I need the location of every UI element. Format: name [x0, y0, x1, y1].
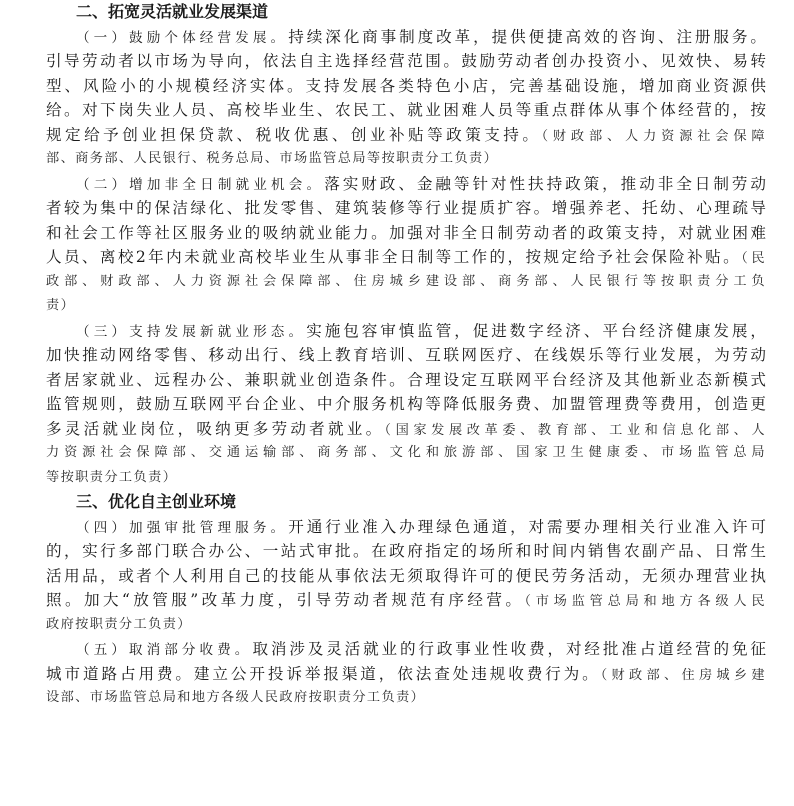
paragraph-text: 持续深化商事制度改革，提供便捷高效的咨询、注册服务。 — [288, 27, 766, 46]
paragraph-line — [46, 123, 766, 148]
responsibility-note: （财政部、住房城乡建 — [600, 667, 766, 683]
paragraph-line — [46, 25, 766, 50]
paragraph-line: 活用品，或者个人利用自己的技能从事依法无须取得许可的便民劳务活动，无须办理营业执 — [46, 566, 766, 585]
paragraph-text: 取消涉及灵活就业的行政事业性收费，对经批准占道经营的免征 — [252, 640, 766, 658]
responsibility-note: （财政部、人力资源社会保障 — [541, 128, 766, 144]
responsibility-note: 力资源社会保障部、交通运输部、商务部、文化和旅游部、国家卫生健康委、市场监管总局 — [46, 445, 766, 460]
paragraph-lead: （五）取消部分收费。 — [76, 642, 253, 658]
responsibility-note: 设部、市场监管总局和地方各级人民政府按职责分工负责） — [46, 690, 426, 705]
responsibility-note: 等按职责分工负责） — [46, 469, 178, 485]
paragraph-text: 落实财政、金融等针对性扶持政策，推动非全日制劳动 — [324, 174, 766, 193]
responsibility-note: 政府按职责分工负责） — [46, 616, 192, 632]
paragraph-line — [46, 588, 766, 613]
paragraph-line: 监管规则，鼓励互联网平台企业、中介服务机构等降低服务费、加盟管理费等费用，创造更 — [46, 395, 766, 413]
paragraph-line: 者居家就业、远程办公、兼职就业创造条件。合理设定互联网平台经济及其他新业态新模式 — [46, 370, 766, 389]
responsibility-note: （国家发展改革委、教育部、工业和信息化部、人 — [384, 422, 766, 438]
paragraph-text: 多灵活就业岗位，吸纳更多劳动者就业。 — [46, 419, 385, 438]
responsibility-note: 部、商务部、人民银行、税务总局、市场监管总局等按职责分工负责） — [46, 151, 499, 166]
paragraph-line — [46, 637, 766, 662]
paragraph-text: 城市道路占用费。建立公开投诉举报渠道，依法查处违规收费行为。 — [46, 664, 601, 683]
paragraph-text: 照。加大“放管服”改革力度，引导劳动者规范有序经营。 — [46, 591, 525, 609]
responsibility-note: （市场监管总局和地方各级人民 — [524, 594, 766, 609]
paragraph-line — [46, 417, 766, 442]
paragraph-line — [46, 515, 766, 540]
paragraph-lead: （三）支持发展新就业形态。 — [76, 323, 307, 340]
paragraph-text: 开通行业准入办理绿色通道，对需要办理相关行业准入许可 — [288, 517, 766, 536]
paragraph-lead: （二）增加非全日制就业机会。 — [76, 176, 325, 193]
responsibility-note: 政部、财政部、人力资源社会保障部、住房城乡建设部、商务部、人民银行等按职责分工负 — [46, 273, 766, 289]
paragraph-line: 给。对下岗失业人员、高校毕业生、农民工、就业困难人员等重点群体从事个体经营的，按 — [46, 101, 766, 119]
section-heading: 二、拓宽灵活就业发展渠道 — [76, 2, 269, 21]
paragraph-lead: （四）加强审批管理服务。 — [76, 519, 289, 536]
paragraph-line — [46, 245, 766, 270]
paragraph-line: 者较为集中的保洁绿化、批发零售、建筑装修等行业提质扩容。增强养老、托幼、心理疏导 — [46, 199, 766, 217]
responsibility-note: 责） — [46, 298, 76, 313]
paragraph-line: 引导劳动者以市场为导向，依法自主选择经营范围。鼓励劳动者创办投资小、见效快、易转 — [46, 52, 766, 70]
paragraph-text: 实施包容审慎监管，促进数字经济、平台经济健康发展， — [306, 321, 766, 340]
paragraph-line — [46, 172, 766, 197]
paragraph-line: 加快推动网络零售、移动出行、线上教育培训、互联网医疗、在线娱乐等行业发展，为劳动 — [46, 346, 766, 364]
paragraph-line: 和社会工作等社区服务业的吸纳就业能力。加强对非全日制劳动者的政策支持，对就业困难 — [46, 223, 766, 242]
paragraph-line — [46, 662, 766, 687]
paragraph-line: 型、风险小的小规模经济实体。支持发展各类特色小店，完善基础设施，增加商业资源供 — [46, 76, 766, 95]
paragraph-text: 人员、离校2年内未就业高校毕业生从事非全日制等工作的，按规定给予社会保险补贴。 — [46, 248, 742, 266]
responsibility-note: （民 — [741, 251, 766, 266]
paragraph-line — [46, 319, 766, 344]
section-heading: 三、优化自主创业环境 — [76, 492, 237, 511]
paragraph-lead: （一）鼓励个体经营发展。 — [76, 29, 289, 46]
paragraph-text: 规定给予创业担保贷款、税收优惠、创业补贴等政策支持。 — [46, 125, 542, 144]
paragraph-line: 的，实行多部门联合办公、一站式审批。在政府指定的场所和时间内销售农副产品、日常生 — [46, 542, 766, 560]
